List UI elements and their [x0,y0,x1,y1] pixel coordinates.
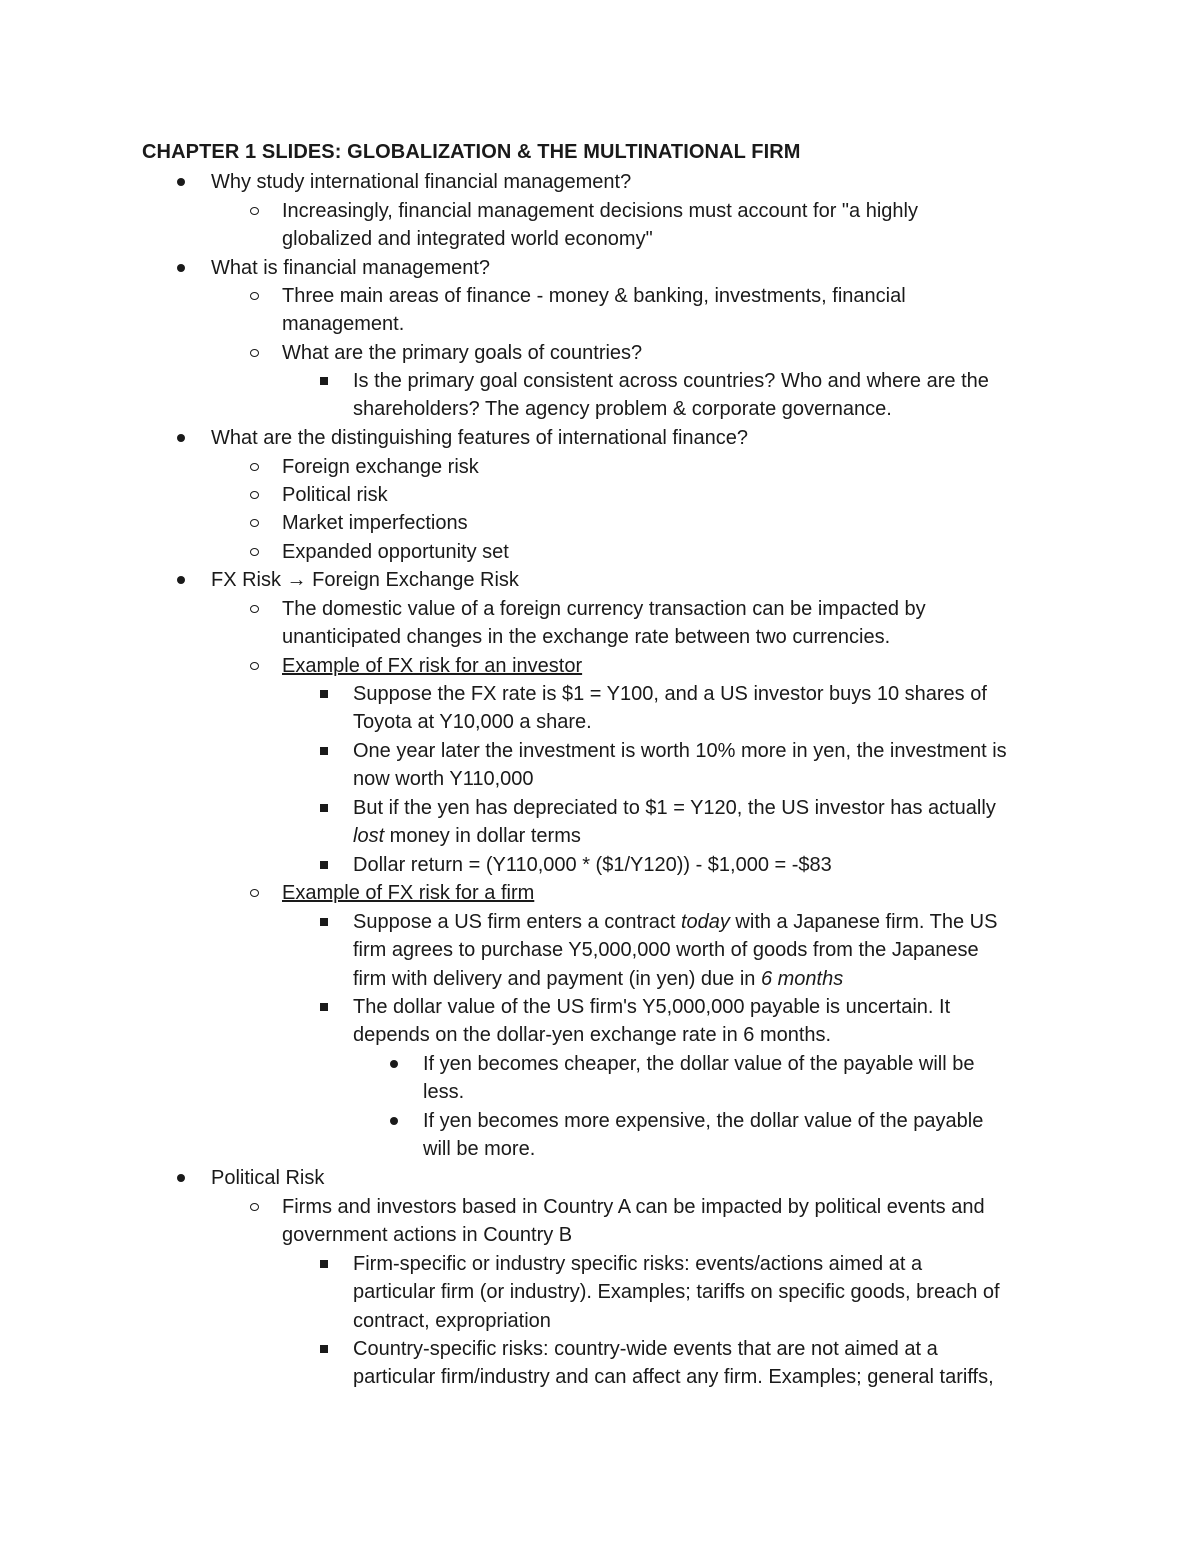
list-item-text-continued: will be more. [423,1138,536,1161]
hollow-bullet-icon [244,652,264,680]
list-item [211,168,631,196]
list-item-text: What are the distinguishing features of international finance? [211,427,749,449]
square-bullet-icon [314,993,334,1021]
list-item [282,652,582,680]
list-item-text: Political risk [282,484,388,506]
list-item [353,1335,994,1392]
list-item-text-continued: depends on the dollar-yen exchange rate in 6 months. [353,1024,832,1047]
hollow-bullet-icon [244,595,264,623]
list-item-text: Firm-specific or industry specific risks: events/actions aimed at a [353,1253,923,1275]
list-item [353,794,996,851]
list-item [282,879,534,907]
hollow-bullet-icon [244,1193,264,1221]
square-bullet-icon [314,367,334,395]
list-item-text-continued: Toyota at Y10,000 a share. [353,711,592,734]
hollow-bullet-icon [244,879,264,907]
emphasis-text: lost [353,825,385,848]
list-item-text: Why study international financial management? [211,171,632,193]
list-item-text: Dollar return = (Y110,000 * ($1/Y120)) - $1,000 = -$83 [353,854,832,876]
subheading-underlined: Example of FX risk for an investor [282,655,583,677]
filled-bullet-icon [384,1107,404,1135]
list-item-text: The dollar value of the US firm's Y5,000,000 payable is uncertain. It [353,996,951,1018]
list-item-text: Is the primary goal consistent across countries? Who and where are the [353,370,989,392]
list-item-text-continued: contract, expropriation [353,1309,551,1332]
square-bullet-icon [314,851,334,879]
hollow-bullet-icon [244,339,264,367]
filled-bullet-icon [171,566,191,594]
list-item-text-continued: shareholders? The agency problem & corporate governance. [353,398,892,421]
list-item [282,197,918,254]
list-item-text: Foreign exchange risk [282,456,479,478]
list-item [353,737,1007,794]
list-item-text: Market imperfections [282,512,468,534]
list-item-text-continued: less. [423,1081,465,1104]
list-item-text: Suppose a US firm enters a contract [353,911,681,933]
list-item-text: What are the primary goals of countries? [282,342,643,364]
page-title: CHAPTER 1 SLIDES: GLOBALIZATION & THE MULTINATIONAL FIRM [142,141,801,163]
list-item [282,339,642,367]
list-item-text-continued: government actions in Country B [282,1224,573,1247]
list-item-text: The domestic value of a foreign currency transaction can be impacted by [282,598,926,620]
list-item-text: with a Japanese firm. The US [729,911,998,933]
list-item [282,481,388,509]
list-item-text: One year later the investment is worth 10% more in yen, the investment is [353,740,1007,762]
list-item [211,1164,324,1192]
square-bullet-icon [314,680,334,708]
list-item-text: But if the yen has depreciated to $1 = Y120, the US investor has actually [353,797,996,819]
list-item-text-continued: globalized and integrated world economy" [282,228,653,251]
list-item [353,680,987,737]
list-item-text-continued: money in dollar terms [384,825,581,848]
list-item-text: Suppose the FX rate is $1 = Y100, and a US investor buys 10 shares of [353,683,987,705]
square-bullet-icon [314,908,334,936]
emphasis-text: 6 months [760,967,844,990]
list-item [282,282,906,339]
filled-bullet-icon [384,1050,404,1078]
list-item [423,1107,983,1164]
list-item-text-continued: unanticipated changes in the exchange rate between two currencies. [282,626,891,649]
hollow-bullet-icon [244,509,264,537]
filled-bullet-icon [171,168,191,196]
list-item [282,453,479,481]
square-bullet-icon [314,1335,334,1363]
list-item-text-continued: firm agrees to purchase Y5,000,000 worth of goods from the Japanese [353,939,979,962]
list-item [353,1250,1000,1335]
list-item [282,1193,985,1250]
list-item-text: If yen becomes cheaper, the dollar value of the payable will be [423,1053,975,1075]
list-item [423,1050,974,1107]
list-item-text: Expanded opportunity set [282,541,509,563]
hollow-bullet-icon [244,282,264,310]
list-item [211,566,519,594]
list-item-text-continued: particular firm/industry and can affect any firm. Examples; general tariffs, [353,1366,994,1389]
list-item-text: What is financial management? [211,257,491,279]
list-item-text-continued: firm with delivery and payment (in yen) due in [353,967,761,990]
list-item [353,993,950,1050]
list-item [353,908,997,993]
list-item [353,851,832,879]
hollow-bullet-icon [244,197,264,225]
list-item [211,424,748,452]
hollow-bullet-icon [244,453,264,481]
square-bullet-icon [314,1250,334,1278]
list-item [282,595,926,652]
list-item [282,509,468,537]
list-item-text: Increasingly, financial management decisions must account for "a highly [282,200,918,222]
square-bullet-icon [314,794,334,822]
hollow-bullet-icon [244,538,264,566]
list-item-text-continued: now worth Y110,000 [353,768,534,791]
list-item-text: FX Risk → Foreign Exchange Risk [211,569,519,591]
filled-bullet-icon [171,254,191,282]
list-item-text: Three main areas of finance - money & banking, investments, financial [282,285,906,307]
list-item-text: Political Risk [211,1167,325,1189]
subheading-underlined: Example of FX risk for a firm [282,882,535,904]
emphasis-text: today [680,911,730,933]
filled-bullet-icon [171,424,191,452]
list-item-text-continued: particular firm (or industry). Examples; tariffs on specific goods, breach of [353,1281,1000,1304]
square-bullet-icon [314,737,334,765]
list-item-text: Firms and investors based in Country A can be impacted by political events and [282,1196,985,1218]
list-item [211,254,490,282]
hollow-bullet-icon [244,481,264,509]
list-item [282,538,509,566]
list-item [353,367,989,424]
list-item-text: Country-specific risks: country-wide events that are not aimed at a [353,1338,938,1360]
filled-bullet-icon [171,1164,191,1192]
list-item-text-continued: management. [282,313,405,336]
list-item-text: If yen becomes more expensive, the dollar value of the payable [423,1110,984,1132]
